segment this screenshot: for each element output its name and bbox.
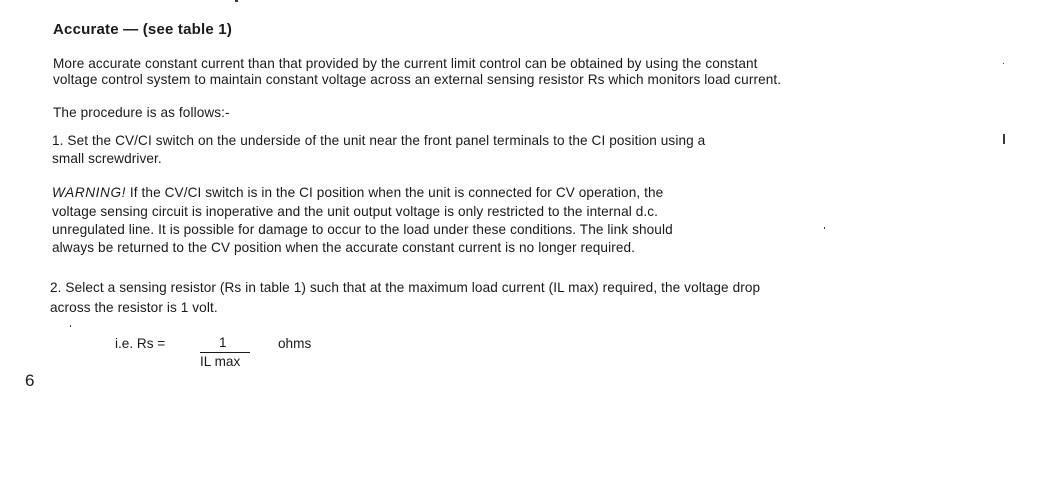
warning-line-1 xyxy=(52,185,663,201)
warning-line-3: unregulated line. It is possible for damage to occur to the load under these conditions. The link should xyxy=(52,222,673,237)
formula-prefix: i.e. Rs = xyxy=(115,336,166,351)
step-2-line-1: 2. Select a sensing resistor (Rs in table 1) such that at the maximum load current (IL max) required, the voltage drop xyxy=(50,280,761,295)
scan-mark-top xyxy=(235,0,238,2)
step-2-line-2: across the resistor is 1 volt. xyxy=(50,300,218,315)
step-1-line-2: small screwdriver. xyxy=(52,151,162,166)
intro-line-1: More accurate constant current than that provided by the current limit control can be obtained by using the constant xyxy=(53,56,758,71)
fraction-bar xyxy=(200,352,250,353)
scan-mark-mid xyxy=(824,227,825,229)
scan-mark-left xyxy=(70,325,71,327)
step-1-line-1: 1. Set the CV/CI switch on the underside of the unit near the front panel terminals to the CI position using a xyxy=(52,133,706,148)
section-heading: Accurate — (see table 1) xyxy=(53,21,233,38)
warning-line-4: always be returned to the CV position when the accurate constant current is no longer required. xyxy=(52,240,636,255)
formula-denominator: IL max xyxy=(200,354,241,369)
scan-mark-right xyxy=(1003,134,1005,144)
formula-unit: ohms xyxy=(278,336,312,351)
page-number: 6 xyxy=(25,371,35,390)
warning-line-2: voltage sensing circuit is inoperative and the unit output voltage is only restricted to the internal d.c. xyxy=(52,204,659,219)
intro-line-2: voltage control system to maintain constant voltage across an external sensing resistor Rs which monitors load current. xyxy=(53,72,782,87)
scan-mark-right-small xyxy=(1003,63,1004,64)
formula-numerator: 1 xyxy=(219,335,227,350)
procedure-intro: The procedure is as follows:- xyxy=(53,105,230,120)
warning-label: WARNING! xyxy=(52,185,127,200)
warning-line-1-text: If the CV/CI switch is in the CI position when the unit is connected for CV operation, the xyxy=(129,185,664,200)
